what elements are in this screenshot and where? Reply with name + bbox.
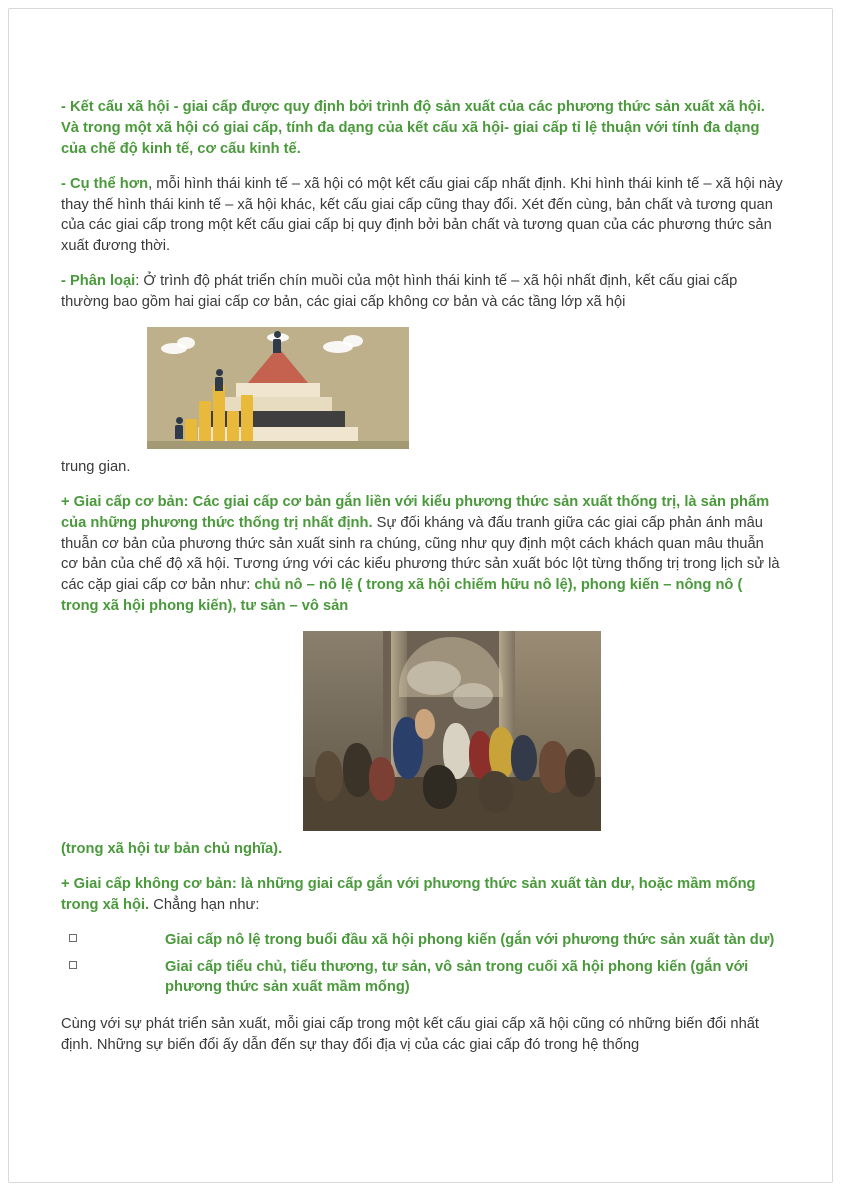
social-class-pyramid-illustration bbox=[147, 327, 409, 449]
coin-stack-icon bbox=[199, 401, 211, 441]
list-item-label: Giai cấp nô lệ trong buổi đầu xã hội phong kiến (gắn với phương thức sản xuất tàn dư) bbox=[165, 931, 775, 948]
paragraph-5-dark-mid: Sự đối kháng và đấu tranh giữa các giai cấp phản ánh mâu thuẫn cơ bản của phương thức sản xuất sinh ra chúng, cũng như quy định một cách khách quan mâu thuẫn cơ bản của chế độ xã hội. Tương ứng với các kiểu phương thức sản xuất bóc lột từng thống trị trong lịch sử là các cặp giai cấp cơ bản như: bbox=[61, 514, 780, 594]
list-item bbox=[61, 957, 783, 999]
painting-figure bbox=[479, 771, 513, 813]
paragraph-3 bbox=[61, 271, 783, 313]
coin-stack-icon bbox=[227, 411, 239, 441]
paragraph-7-dark-tail: Chẳng hạn như: bbox=[149, 896, 260, 913]
paragraph-7-green-lead: + Giai cấp không cơ bản: là những giai cấp gắn với phương thức sản xuất tàn dư, hoặc mầm mống trong xã hội. bbox=[61, 875, 756, 913]
paragraph-1 bbox=[61, 97, 783, 160]
document-page bbox=[8, 8, 833, 1183]
cloud-icon bbox=[177, 337, 195, 349]
smoke-puff bbox=[453, 683, 493, 709]
square-bullet-icon bbox=[69, 934, 77, 942]
paragraph-4 bbox=[61, 457, 783, 478]
painting-figure bbox=[415, 709, 435, 739]
list-item-label: Giai cấp tiểu chủ, tiểu thương, tư sản, vô sản trong cuối xã hội phong kiến (gắn với phương thức sản xuất mầm mống) bbox=[165, 958, 749, 996]
painting-figure bbox=[511, 735, 537, 781]
bullet-list bbox=[61, 930, 783, 999]
paragraph-5-green-lead: + Giai cấp cơ bản: Các giai cấp cơ bản gắn liền với kiểu phương thức sản xuất thống trị, là sản phẩm của những phương thức thống trị nhất định. bbox=[61, 493, 770, 531]
coin-stack-icon bbox=[213, 385, 225, 441]
paragraph-5-green-tail: chủ nô – nô lệ ( trong xã hội chiếm hữu nô lệ), phong kiến – nông nô ( trong xã hội phong kiến), tư sản – vô sản bbox=[61, 577, 743, 615]
paragraph-2-text: , mỗi hình thái kinh tế – xã hội có một kết cấu giai cấp nhất định. Khi hình thái kinh tế – xã hội này thay thế hình thái kinh tế – xã hội khác, kết cấu giai cấp cũng thay đổi. Xét đến cùng, bản chất và tương quan của các giai cấp trong một kết cấu giai cấp bị quy định bởi bản chất và tương quan của các phương thức sản xuất đương thời. bbox=[61, 175, 783, 255]
person-figure-icon bbox=[175, 417, 183, 439]
pyramid-image-canvas bbox=[147, 327, 409, 449]
paragraph-2 bbox=[61, 174, 783, 258]
paragraph-5 bbox=[61, 492, 783, 617]
paragraph-3-text: : Ở trình độ phát triển chín muồi của một hình thái kinh tế – xã hội nhất định, kết cấu giai cấp thường bao gồm hai giai cấp cơ bản, các giai cấp không cơ bản và các tầng lớp xã hội bbox=[61, 273, 738, 310]
painting-figure bbox=[369, 757, 395, 801]
painting-figure bbox=[423, 765, 457, 809]
person-figure-icon bbox=[215, 369, 223, 391]
list-item bbox=[61, 930, 783, 951]
paragraph-6-text: (trong xã hội tư bản chủ nghĩa). bbox=[61, 841, 283, 857]
paragraph-3-lead: - Phân loại bbox=[61, 273, 136, 290]
paragraph-7 bbox=[61, 874, 783, 916]
paragraph-1-text: - Kết cấu xã hội - giai cấp được quy định bởi trình độ sản xuất của các phương thức sản xuất xã hội. Và trong một xã hội có giai cấp, tính đa dạng của kết cấu xã hội- giai cấp tỉ lệ thuận với tính đa dạng của chế độ kinh tế, cơ cấu kinh tế. bbox=[61, 99, 765, 157]
paragraph-2-lead: - Cụ thể hơn bbox=[61, 175, 149, 192]
coin-stack-icon bbox=[241, 395, 253, 441]
cloud-icon bbox=[343, 335, 363, 347]
painting-figure bbox=[565, 749, 595, 797]
closing-paragraph-text: Cùng với sự phát triển sản xuất, mỗi giai cấp trong một kết cấu giai cấp xã hội cũng có những biến đổi nhất định. Những sự biến đổi ấy dẫn đến sự thay đổi địa vị của các giai cấp đó trong hệ thống bbox=[61, 1016, 759, 1054]
coin-stack-icon bbox=[185, 419, 197, 441]
person-figure-icon bbox=[273, 331, 281, 353]
paragraph-4-text: trung gian. bbox=[61, 458, 131, 475]
document-content bbox=[61, 97, 783, 1070]
square-bullet-icon bbox=[69, 961, 77, 969]
painting-figure bbox=[315, 751, 343, 801]
closing-paragraph bbox=[61, 1014, 783, 1056]
ground-strip bbox=[147, 441, 409, 449]
paragraph-6 bbox=[61, 839, 783, 860]
smoke-puff bbox=[407, 661, 461, 695]
revolution-painting-illustration bbox=[303, 631, 601, 831]
